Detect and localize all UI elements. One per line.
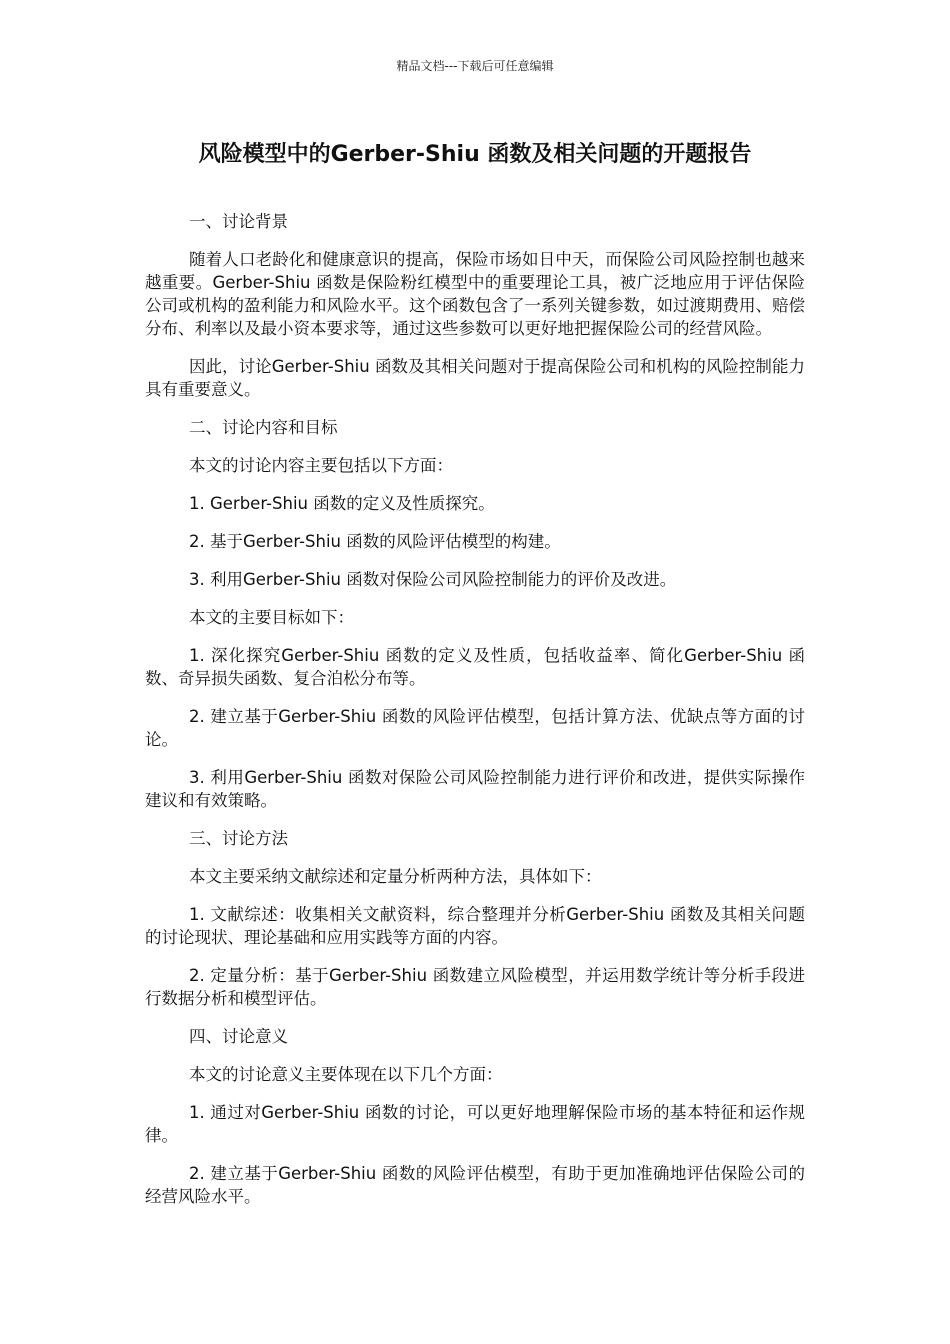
paragraph: 本文主要采纳文献综述和定量分析两种方法，具体如下：: [189, 867, 602, 886]
document-body: [145, 210, 805, 1208]
list-item: 3. 利用Gerber-Shiu 函数对保险公司风险控制能力的评价及改进。: [189, 570, 677, 589]
list-item: 2. 定量分析：基于Gerber-Shiu 函数建立风险模型，并运用数学统计等分析手段进行数据分析和模型评估。: [145, 966, 805, 1008]
list-item: 2. 基于Gerber-Shiu 函数的风险评估模型的构建。: [189, 532, 561, 551]
list-item: 3. 利用Gerber-Shiu 函数对保险公司风险控制能力进行评价和改进，提供实际操作建议和有效策略。: [145, 768, 805, 810]
list-item: 2. 建立基于Gerber-Shiu 函数的风险评估模型，包括计算方法、优缺点等方面的讨论。: [145, 707, 805, 749]
section-heading-method: 三、讨论方法: [189, 829, 288, 848]
paragraph: 因此，讨论Gerber-Shiu 函数及其相关问题对于提高保险公司和机构的风险控制能力具有重要意义。: [145, 357, 805, 399]
list-item: 1. 深化探究Gerber-Shiu 函数的定义及性质，包括收益率、简化Gerber-Shiu 函数、奇异损失函数、复合泊松分布等。: [145, 646, 805, 688]
paragraph: 本文的讨论意义主要体现在以下几个方面：: [189, 1065, 503, 1084]
section-heading-background: 一、讨论背景: [189, 212, 288, 231]
section-heading-significance: 四、讨论意义: [189, 1027, 288, 1046]
paragraph: 本文的讨论内容主要包括以下方面：: [189, 456, 453, 475]
paragraph: 随着人口老龄化和健康意识的提高，保险市场如日中天，而保险公司风险控制也越来越重要。Gerber-Shiu 函数是保险粉红模型中的重要理论工具，被广泛地应用于评估保险公司或机构的盈利能力和风险水平。这个函数包含了一系列关键参数，如过渡期费用、赔偿分布、利率以及最小资本要求等，通过这些参数可以更好地把握保险公司的经营风险。: [145, 250, 805, 338]
list-item: 2. 建立基于Gerber-Shiu 函数的风险评估模型，有助于更加准确地评估保险公司的经营风险水平。: [145, 1164, 805, 1206]
list-item: 1. Gerber-Shiu 函数的定义及性质探究。: [189, 494, 495, 513]
page-header: 精品文档---下载后可任意编辑: [396, 59, 554, 73]
section-heading-content: 二、讨论内容和目标: [189, 418, 338, 437]
document-title: 风险模型中的Gerber-Shiu 函数及相关问题的开题报告: [198, 142, 752, 167]
list-item: 1. 文献综述：收集相关文献资料，综合整理并分析Gerber-Shiu 函数及其相关问题的讨论现状、理论基础和应用实践等方面的内容。: [145, 905, 805, 947]
paragraph: 本文的主要目标如下：: [189, 608, 354, 627]
list-item: 1. 通过对Gerber-Shiu 函数的讨论，可以更好地理解保险市场的基本特征和运作规律。: [145, 1103, 805, 1145]
